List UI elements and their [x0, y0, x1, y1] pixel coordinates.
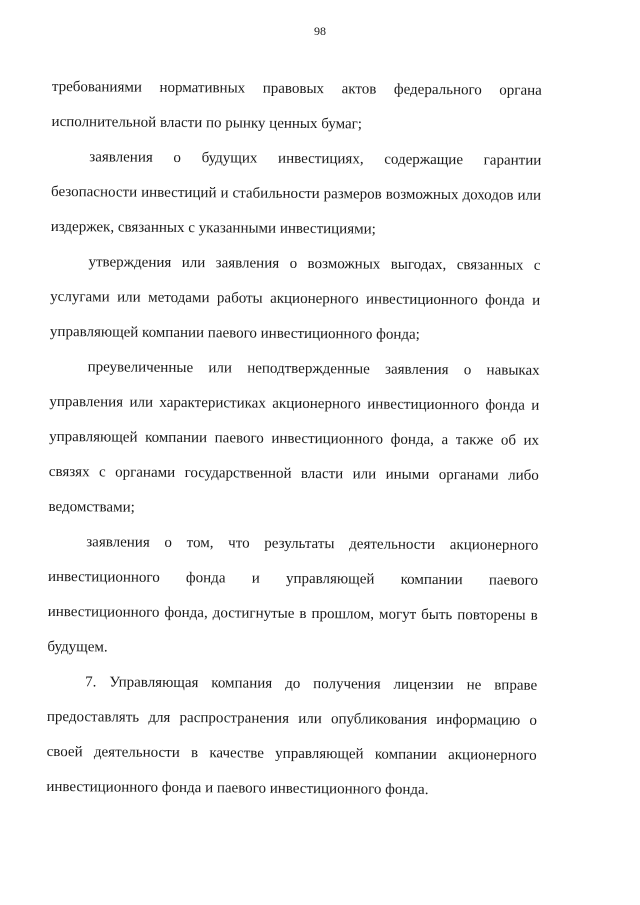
paragraph-exaggerated-claims: преувеличенные или неподтвержденные заявления о навыках управления или характеристиках акционерного инвестиционного фонда и управляющей компании паевого инвестиционного фонда, а также об их связях с органами государственной власти или иными органами либо ведомствами; [48, 359, 540, 516]
paragraph-future-investments: заявления о будущих инвестициях, содержащие гарантии безопасности инвестиций и стабильности размеров возможных доходов или издержек, связанных с указанными инвестициями; [50, 149, 542, 238]
paragraph-possible-benefits: утверждения или заявления о возможных выгодах, связанных с услугами или методами работы акционерного инвестиционного фонда и управляющей компании паевого инвестиционного фонда; [49, 254, 541, 343]
page-number: 98 [314, 24, 326, 38]
paragraph-past-results: заявления о том, что результаты деятельности акционерного инвестиционного фонда и управляющей компании паевого инвестиционного фонда, достигнутые в прошлом, могут быть повторены в будущем. [47, 534, 539, 656]
paragraph-item-7: 7. Управляющая компания до получения лицензии не вправе предоставлять для распространения или опубликования информацию о своей деятельности в качестве управляющей компании акционерного инвестиционного фонда и паевого инвестиционного фонда. [46, 674, 538, 798]
document-body [46, 70, 542, 809]
paragraph-continuation: требованиями нормативных правовых актов федерального органа исполнительной власти по рынку ценных бумаг; [51, 78, 542, 133]
